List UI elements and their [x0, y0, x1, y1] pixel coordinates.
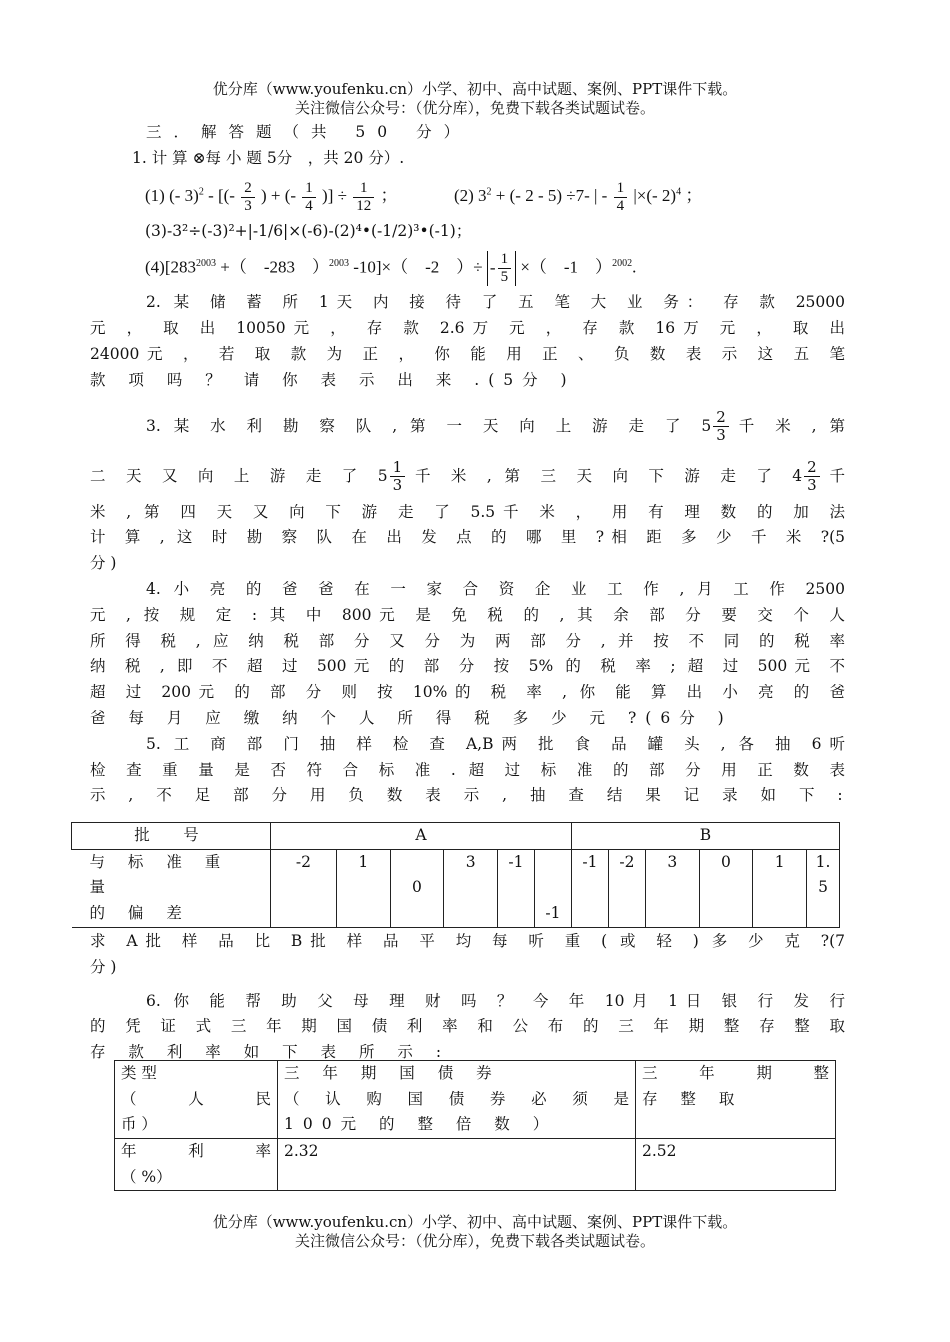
numerator: 1 — [302, 180, 316, 198]
q6-line: 存 款 利 率 如 下 表 所 示 : — [90, 1043, 451, 1062]
numerator: 2 — [804, 459, 820, 477]
question-4 — [90, 577, 845, 732]
expr-part: +（ -283 ） — [220, 257, 329, 277]
b-value: 3 — [645, 849, 699, 927]
q3-text: 3. 某 水 利 勘 察 队 , 第 一 天 向 上 游 走 了 5 — [146, 416, 712, 435]
denominator: 12 — [356, 197, 372, 214]
table-header-row — [115, 1061, 836, 1139]
q1-expressions-1-2 — [90, 176, 845, 215]
section-title: 三．解答题（共 50 分） — [146, 123, 472, 141]
table-row — [72, 849, 840, 927]
numerator: 1 — [390, 459, 406, 477]
exponent: 2003 — [328, 257, 349, 269]
question-2 — [90, 290, 845, 393]
weight-deviation-table — [71, 822, 840, 928]
footer-line-1: 优分库（www.youfenku.cn）小学、初中、高中试题、案例、PPT课件下载。 — [212, 1213, 738, 1231]
cell-line: 三 年 期 整 — [642, 1064, 829, 1082]
exponent: 2 — [198, 186, 204, 198]
numerator: 1 — [498, 251, 512, 269]
exponent: 2 — [486, 186, 492, 198]
a-value: -1 — [534, 849, 571, 927]
fraction — [614, 180, 628, 215]
exponent: 2003 — [195, 257, 216, 269]
q3-text: 千 米 , 第 三 天 向 下 游 走 了 4 — [407, 466, 803, 485]
expr-part: ×（ -1 ） — [520, 257, 613, 277]
question-6 — [90, 989, 845, 1066]
cell-line: （ 人 民 — [121, 1089, 271, 1108]
denominator: 3 — [716, 426, 726, 445]
expr-part: ； — [380, 186, 398, 206]
q4-line: 元 , 按 规 定 : 其 中 800元 是 免 税 的 , 其 余 部 分 要 交 个 人 — [90, 605, 845, 624]
row-label-line: 的 偏 差 — [89, 903, 191, 922]
q1-expr-4 — [90, 247, 845, 287]
q3-text: 二 天 又 向 上 游 走 了 5 — [90, 466, 388, 485]
q1-expr-2 — [453, 179, 703, 214]
fraction — [241, 180, 255, 215]
q1-expr-3: (3)-3²÷(-3)²+|-1/6|×(-6)-(2)⁴•(-1/2)³•(-1)； — [145, 221, 472, 240]
b-value: -1 — [571, 849, 608, 927]
b-value: 1 — [753, 849, 807, 927]
q3-text: 千 米 , 第 — [730, 416, 845, 435]
denominator: 4 — [616, 197, 625, 214]
row-label — [115, 1138, 278, 1190]
fraction — [804, 459, 820, 494]
cell-line: 年 利 率 — [121, 1141, 271, 1160]
q5-line: 5. 工 商 部 门 抽 样 检 查 A,B两 批 食 品 罐 头 , 各 抽 6听 — [146, 734, 845, 753]
cell-line: 三 年 期 国 债 券 — [284, 1064, 501, 1082]
header-line-1: 优分库（www.youfenku.cn）小学、初中、高中试题、案例、PPT课件下载。 — [212, 80, 738, 98]
q5-line: 求 A批 样 品 比 B批 样 品 平 均 每 听 重 ( 或 轻 ) 多 少 克 ?(7 — [90, 932, 845, 950]
expr-part: (4)[283 — [145, 257, 196, 277]
expr-label: (2) — [453, 186, 474, 206]
q3-line: 分 ) — [90, 554, 117, 573]
numerator: 1 — [353, 180, 374, 198]
expr-part: |×(- 2) — [633, 186, 677, 206]
denominator: 4 — [305, 197, 313, 214]
a-value: 0 — [390, 849, 444, 927]
header-cell-b: B — [571, 823, 839, 850]
expr-part: + (- 2 - 5) ÷7- | - — [495, 186, 608, 206]
fraction — [498, 251, 512, 286]
interest-rate-table — [114, 1060, 836, 1191]
expr-part: . — [632, 257, 637, 277]
a-value: -1 — [497, 849, 534, 927]
b-value: 1.5 — [807, 849, 840, 927]
denominator: 5 — [500, 269, 509, 286]
q2-line: 款 项 吗 ？ 请 你 表 示 出 来 .(5分 ) — [90, 370, 576, 389]
fraction — [390, 459, 406, 494]
expr-part: )] ÷ — [322, 186, 347, 206]
header-cell-deposit — [636, 1061, 836, 1139]
q4-line: 4. 小 亮 的 爸 爸 在 一 家 合 资 企 业 工 作 , 月 工 作 2500 — [146, 579, 845, 598]
b-value: -2 — [608, 849, 645, 927]
footer-line-2: 关注微信公众号：（优分库），免费下载各类试题试卷。 — [294, 1232, 655, 1250]
expr-part: - [(- — [208, 186, 235, 206]
denominator: 3 — [392, 476, 403, 495]
question-3 — [90, 406, 845, 577]
denominator: 3 — [807, 476, 817, 495]
expr-part: ) + (- — [260, 186, 297, 206]
q2-line: 24000元 ， 若 取 款 为 正 ， 你 能 用 正 、 负 数 表 示 这 五 笔 — [90, 344, 845, 363]
question-5-continued — [90, 929, 845, 1066]
expr-part: ； — [685, 186, 703, 206]
denominator: 3 — [244, 197, 252, 214]
q6-line: 6. 你 能 帮 助 父 母 理 财 吗 ？ 今 年 10月 1日 银 行 发 行 — [146, 991, 845, 1010]
q5-line: 检 查 重 量 是 否 符 合 标 准 . 超 过 标 准 的 部 分 用 正 数 表 — [90, 760, 845, 779]
q4-line: 爸 每 月 应 缴 纳 个 人 所 得 税 多 少 元 ?(6分 ) — [90, 708, 733, 727]
page-footer — [0, 1213, 950, 1251]
numerator: 2 — [241, 180, 255, 198]
a-value: 3 — [444, 849, 498, 927]
cell-line: 币 ） — [121, 1115, 157, 1134]
q4-line: 超 过 200元 的 部 分 则 按 10%的 税 率 , 你 能 算 出 小 亮 的 爸 — [90, 683, 845, 702]
row-label — [72, 849, 271, 927]
deposit-rate-value: 2.52 — [636, 1138, 836, 1190]
q2-line: 2. 某 储 蓄 所 1天 内 接 待 了 五 笔 大 业 务： 存 款 25000 — [146, 293, 845, 312]
cell-line: 存 整 取 — [642, 1089, 744, 1108]
q5-line: 示 , 不 足 部 分 用 负 数 表 示 , 抽 查 结 果 记 录 如 下 : — [90, 786, 852, 805]
page-header — [0, 80, 950, 118]
cell-line: （ %） — [121, 1167, 172, 1186]
q4-line: 纳 税 , 即 不 超 过 500元 的 部 分 按 5% 的 税 率 ; 超 过 500元 不 — [90, 657, 845, 676]
expr-part: (- 3) — [169, 186, 199, 206]
header-cell-batch: 批 号 — [72, 823, 271, 850]
expr-part: 3 — [478, 186, 487, 206]
q1-expr-1 — [145, 179, 402, 214]
header-cell-type — [115, 1061, 278, 1139]
header-line-2: 关注微信公众号：（优分库），免费下载各类试题试卷。 — [294, 99, 655, 117]
cell-line: 类 型 — [121, 1064, 157, 1082]
expr-label: (1) — [145, 186, 165, 206]
q3-text: 千 — [821, 466, 845, 485]
cell-line: 100元 的 整 倍 数 ） — [284, 1115, 558, 1134]
q2-line: 元 ， 取 出 10050元 ， 存 款 2.6万 元 ， 存 款 16万 元 ， 取 出 — [90, 319, 845, 338]
q5-line: 分 ) — [90, 957, 117, 976]
fraction — [713, 409, 729, 444]
header-cell-bond — [278, 1061, 636, 1139]
numerator: 2 — [713, 409, 729, 427]
a-value: 1 — [336, 849, 390, 927]
b-value: 0 — [699, 849, 753, 927]
absolute-value: - $\frac{1}{5}$ — [487, 251, 516, 287]
a-value: -2 — [271, 849, 337, 927]
exponent: 4 — [676, 186, 682, 198]
header-cell-a: A — [271, 823, 572, 850]
expr-part: -10]×（ -2 ）÷ — [353, 257, 483, 277]
q3-line: 米 , 第 四 天 又 向 下 游 走 了 5.5千 米 ， 用 有 理 数 的 加 法 — [90, 502, 845, 521]
fraction — [353, 180, 374, 215]
table-header-row — [72, 823, 840, 850]
numerator: 1 — [614, 180, 628, 198]
exam-content — [90, 120, 852, 809]
exponent: 2002 — [612, 257, 633, 269]
q4-line: 所 得 税 , 应 纳 税 部 分 又 分 为 两 部 分 , 并 按 不 同 的 税 率 — [90, 631, 845, 650]
table-row — [115, 1138, 836, 1190]
q3-line-1 — [90, 406, 845, 446]
q3-line: 计 算 , 这 时 勘 察 队 在 出 发 点 的 哪 里 ?相 距 多 少 千 米 ?(5 — [90, 528, 845, 547]
row-label-line: 与 标 准 重 量 — [89, 852, 230, 896]
q3-line-2 — [90, 452, 845, 500]
bond-rate-value: 2.32 — [278, 1138, 636, 1190]
cell-line: （ 认 购 国 债 券 必 须 是 — [284, 1089, 629, 1108]
q6-line: 的 凭 证 式 三 年 期 国 债 利 率 和 公 布 的 三 年 期 整 存 整 取 — [90, 1017, 846, 1036]
question-5 — [90, 732, 852, 809]
q1-title: 1. 计 算 ⊗每 小 题 5分 ，共 20 分）. — [132, 148, 405, 167]
fraction — [302, 180, 316, 215]
